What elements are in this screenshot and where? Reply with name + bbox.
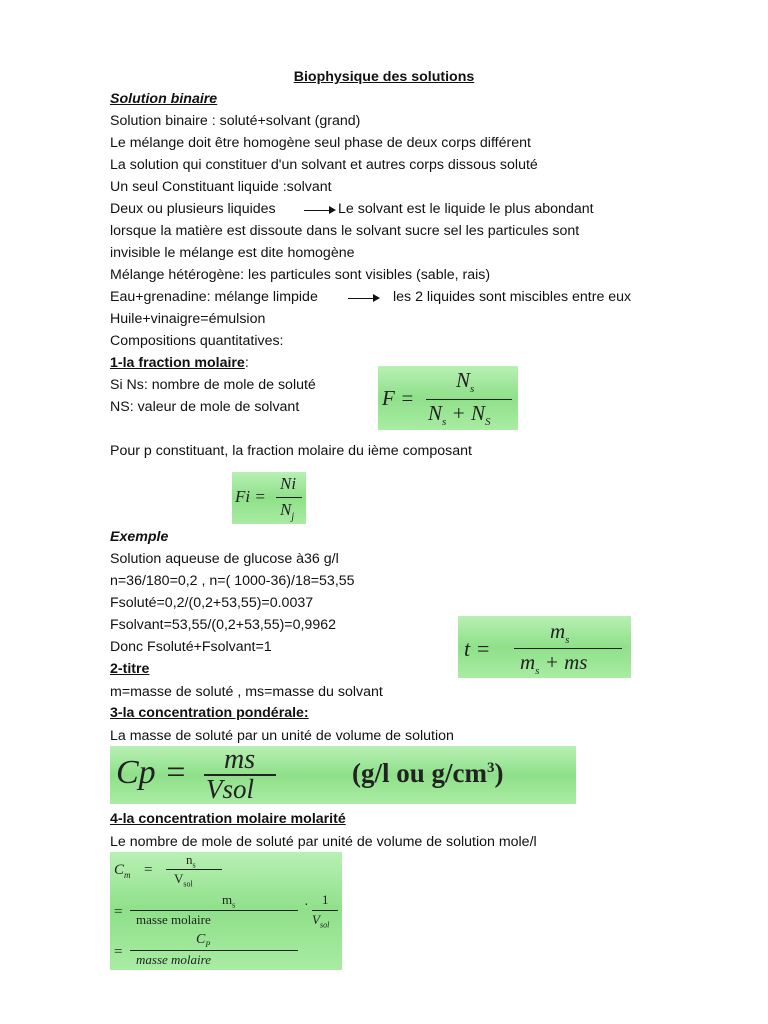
fraction-bar xyxy=(276,497,302,498)
text-line: Donc Fsoluté+Fsolvant=1 xyxy=(110,639,272,655)
heading-fraction-molaire xyxy=(110,354,249,372)
text-line: invisible le mélange est dite homogène xyxy=(110,245,355,261)
text-line: La masse de soluté par un unité de volume de solution xyxy=(110,728,454,744)
formula-numerator: 1 xyxy=(322,892,329,907)
fraction-bar xyxy=(514,648,622,649)
document-title: Biophysique des solutions xyxy=(293,69,475,85)
text-line: Mélange hétérogène: les particules sont visibles (sable, rais) xyxy=(110,267,491,283)
heading-titre: 2-titre xyxy=(110,661,150,677)
text-line: les 2 liquides sont miscibles entre eux xyxy=(393,289,632,305)
text-line: Pour p constituant, la fraction molaire du ième composant xyxy=(110,443,472,459)
fraction-bar xyxy=(130,910,298,911)
text-line: Fsolvant=53,55/(0,2+53,55)=0,9962 xyxy=(110,617,336,633)
text-line: n=36/180=0,2 , n=( 1000-36)/18=53,55 xyxy=(110,573,355,589)
text-line: Solution binaire : soluté+solvant (grand) xyxy=(110,113,361,129)
formula-numerator: $N_s$ xyxy=(456,368,475,396)
fraction-bar xyxy=(426,399,512,400)
formula-denominator: $V_{sol}$ xyxy=(174,871,193,889)
text-line: Compositions quantitatives: xyxy=(110,333,284,349)
text-line: NS: valeur de mole de solvant xyxy=(110,399,300,415)
formula-numerator: Ni xyxy=(280,474,297,493)
text-line: Un seul Constituant liquide :solvant xyxy=(110,179,332,195)
text-line: Fsoluté=0,2/(0,2+53,55)=0.0037 xyxy=(110,595,314,611)
formula-unit: (g/l ou $g/cm^3$) xyxy=(352,758,504,788)
formula-equals: = xyxy=(144,862,153,878)
formula-numerator: $C_P$ xyxy=(196,932,211,949)
text-line: Huile+vinaigre=émulsion xyxy=(110,311,266,327)
formula-denominator: Vsol xyxy=(206,774,255,804)
formula-concentration-molaire xyxy=(110,852,342,970)
fraction-bar xyxy=(130,950,298,951)
heading-text: 1-la fraction molaire xyxy=(110,355,245,371)
text-line: Deux ou plusieurs liquides xyxy=(110,201,276,217)
heading-concentration-molaire: 4-la concentration molaire molarité xyxy=(110,811,346,827)
text-line: m=masse de soluté , ms=masse du solvant xyxy=(110,684,383,700)
text-line: Le solvant est le liquide le plus abondant xyxy=(338,201,594,217)
arrow-right-icon xyxy=(348,298,378,299)
formula-numerator: $m_s$ xyxy=(222,892,236,910)
formula-dot: · xyxy=(304,898,309,913)
text-line: Solution aqueuse de glucose à36 g/l xyxy=(110,551,339,567)
heading-colon: : xyxy=(244,355,249,371)
formula-equals: = xyxy=(114,904,123,920)
formula-denominator: $V_{sol}$ xyxy=(312,912,330,930)
formula-lhs: Cp = xyxy=(116,754,188,791)
formula-fraction-molaire xyxy=(378,366,518,430)
formula-lhs: Fi = xyxy=(235,487,266,506)
formula-denominator: masse molaire xyxy=(136,912,211,927)
fraction-bar xyxy=(312,910,338,911)
formula-lhs: $C_m$ xyxy=(114,862,131,880)
text-line: Le mélange doit être homogène seul phase de deux corps différent xyxy=(110,135,531,151)
formula-denominator: $N_s + N_S$ xyxy=(428,401,491,429)
formula-denominator: $m_s$ + ms xyxy=(520,650,588,678)
formula-numerator: $n_s$ xyxy=(186,852,196,870)
text-line: Le nombre de mole de soluté par unité de volume de solution mole/l xyxy=(110,834,537,850)
formula-fraction-composant xyxy=(232,472,306,524)
formula-numerator: ms xyxy=(224,744,256,775)
text-line: Eau+grenadine: mélange limpide xyxy=(110,289,318,305)
formula-lhs: t = xyxy=(464,636,491,661)
formula-lhs: F = xyxy=(382,386,415,410)
formula-denominator: masse molaire xyxy=(136,952,211,967)
text-line: Si Ns: nombre de mole de soluté xyxy=(110,377,316,393)
formula-concentration-ponderale xyxy=(110,746,576,804)
formula-equals: = xyxy=(114,944,123,960)
formula-denominator: $N_j$ xyxy=(280,500,295,523)
exemple-heading: Exemple xyxy=(110,529,169,545)
text-line: lorsque la matière est dissoute dans le solvant sucre sel les particules sont xyxy=(110,223,580,239)
formula-numerator: $m_s$ xyxy=(550,619,570,647)
section-heading-solution-binaire: Solution binaire xyxy=(110,91,218,107)
formula-titre xyxy=(458,616,631,678)
text-line: La solution qui constituer d'un solvant et autres corps dissous soluté xyxy=(110,157,538,173)
fraction-bar xyxy=(166,869,222,870)
arrow-right-icon xyxy=(304,210,334,211)
heading-concentration-ponderale: 3-la concentration pondérale: xyxy=(110,705,309,721)
